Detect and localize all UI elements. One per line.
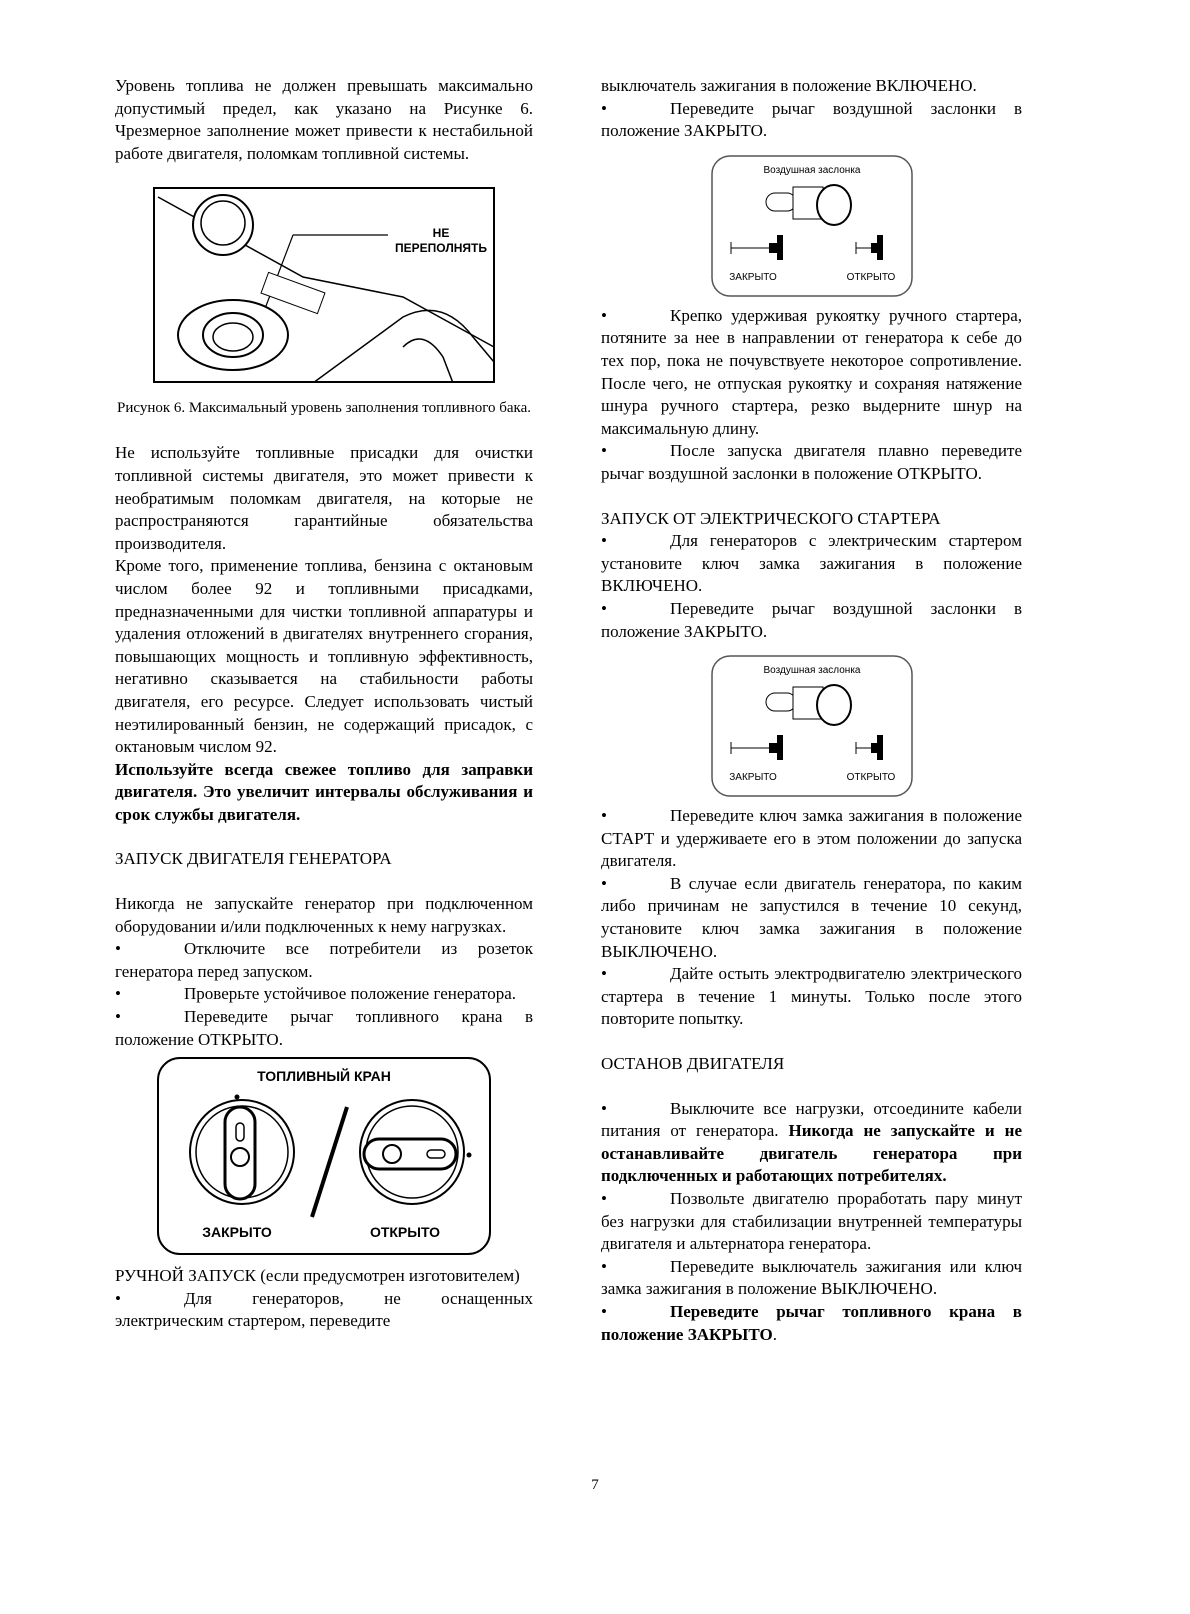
bullet-item: • Для генераторов, не оснащенных электрическим стартером, переведите bbox=[115, 1288, 533, 1331]
bullet-item: • Для генераторов с электрическим стартером установите ключ замка зажигания в положение ВКЛЮЧЕНО. bbox=[601, 531, 1022, 596]
choke-closed-label: ЗАКРЫТО bbox=[728, 271, 777, 283]
fig6-label-line1: НЕ bbox=[432, 226, 450, 241]
choke-title: Воздушная заслонка bbox=[763, 164, 860, 176]
choke-title: Воздушная заслонка bbox=[763, 665, 860, 677]
paragraph: Не используйте топливные присадки для очистки топливной системы двигателя, это может привести к необратимым поломкам двигателя, на которые не распространяются гарантийные обязательства производителя. bbox=[115, 443, 533, 553]
left-column bbox=[115, 75, 533, 1333]
choke-open-label: ОТКРЫТО bbox=[846, 772, 895, 784]
section-heading: ОСТАНОВ ДВИГАТЕЛЯ bbox=[601, 1054, 785, 1074]
choke-figure-2 bbox=[711, 655, 913, 797]
paragraph: Кроме того, применение топлива, бензина с октановым числом более 92 и топливными присадками, предназначенными для чистки топливной аппаратуры и удаления отложений в двигателях внутреннего сгорания, повышающих мощность и топливную эффективность, негативно сказывается на стабильности работы двигателя, его ресурсе. Следует использовать чистый неэтилированный бензин, не содержащий присадок, с октановым числом 92. bbox=[115, 556, 533, 757]
fuel-valve-closed-label: ЗАКРЫТО bbox=[202, 1224, 272, 1241]
bullet-item: • Отключите все потребители из розеток генератора перед запуском. bbox=[115, 939, 533, 981]
bold-paragraph: Используйте всегда свежее топливо для заправки двигателя. Это увеличит интервалы обслуживания и срок службы двигателя. bbox=[115, 759, 533, 824]
section-heading: ЗАПУСК ДВИГАТЕЛЯ ГЕНЕРАТОРА bbox=[115, 849, 392, 869]
figure-caption: Рисунок 6. Максимальный уровень заполнения топливного бака. bbox=[116, 400, 532, 417]
paragraph: Уровень топлива не должен превышать максимально допустимый предел, как указано на Рисунке 6. Чрезмерное заполнение может привести к нестабильной работе двигателя, поломкам топливной системы. bbox=[115, 76, 533, 163]
fuel-valve-figure bbox=[157, 1057, 491, 1255]
fuel-valve-open-label: ОТКРЫТО bbox=[369, 1224, 441, 1241]
choke-figure bbox=[711, 155, 913, 297]
section-heading: ЗАПУСК ОТ ЭЛЕКТРИЧЕСКОГО СТАРТЕРА bbox=[601, 508, 941, 528]
fig6-label-line2: ПЕРЕПОЛНЯТЬ bbox=[395, 241, 487, 256]
paragraph: Никогда не запускайте генератор при подключенном оборудовании и/или подключенных к нему нагрузках. bbox=[115, 894, 533, 936]
bullet-item: • Переведите ключ замка зажигания в положение СТАРТ и удерживаете его в этом положении до запуска двигателя. bbox=[601, 806, 1022, 871]
bullet-item: • Переведите рычаг воздушной заслонки в положение ЗАКРЫТО. bbox=[601, 598, 1022, 641]
bullet-item: • Проверьте устойчивое положение генератора. bbox=[115, 984, 517, 1004]
bullet-item: • Дайте остыть электродвигателю электрического стартера в течение 1 минуты. Только после этого повторите попытку. bbox=[601, 964, 1022, 1029]
bullet-item: • В случае если двигатель генератора, по каким либо причинам не запустился в течение 10 секунд, установите ключ замка зажигания в положение ВЫКЛЮЧЕНО. bbox=[601, 873, 1022, 961]
fuel-valve-title: ТОПЛИВНЫЙ КРАН bbox=[257, 1068, 391, 1085]
bullet-item: • Переведите рычаг воздушной заслонки в положение ЗАКРЫТО. bbox=[601, 98, 1022, 141]
bullet-item: • Крепко удерживая рукоятку ручного стартера, потяните за нее в направлении от генератора к себе до тех пор, пока не почувствуете некоторое сопротивление. После чего, не отпуская рукоятку и сохраняя натяжение шнура ручного стартера, резко выдерните шнур на максимальную длину. bbox=[601, 305, 1022, 438]
choke-open-label: ОТКРЫТО bbox=[846, 271, 895, 283]
fuel-tank-figure bbox=[153, 187, 495, 383]
choke-closed-label: ЗАКРЫТО bbox=[728, 772, 777, 784]
section-heading: РУЧНОЙ ЗАПУСК (если предусмотрен изготовителем) bbox=[115, 1266, 520, 1286]
paragraph: выключатель зажигания в положение ВКЛЮЧЕНО. bbox=[601, 76, 977, 95]
bullet-item: • Переведите выключатель зажигания или ключ замка зажигания в положение ВЫКЛЮЧЕНО. bbox=[601, 1256, 1022, 1299]
bullet-item: • После запуска двигателя плавно переведите рычаг воздушной заслонки в положение ОТКРЫТО. bbox=[601, 441, 1022, 483]
page-number: 7 bbox=[591, 1477, 599, 1493]
bullet-item: • Позвольте двигателю проработать пару минут без нагрузки для стабилизации внутренней температуры двигателя и альтернатора генератора. bbox=[601, 1189, 1022, 1254]
bullet-item: • Выключите все нагрузки, отсоедините кабели питания от генератора. Никогда не запускайте и не останавливайте двигатель генератора при подключенных и работающих потребителях. bbox=[601, 1098, 1022, 1186]
bullet-item: • Переведите рычаг топливного крана в положение ЗАКРЫТО. bbox=[601, 1301, 1022, 1344]
bullet-item: • Переведите рычаг топливного крана в положение ОТКРЫТО. bbox=[115, 1007, 533, 1049]
right-column bbox=[601, 75, 1022, 1346]
